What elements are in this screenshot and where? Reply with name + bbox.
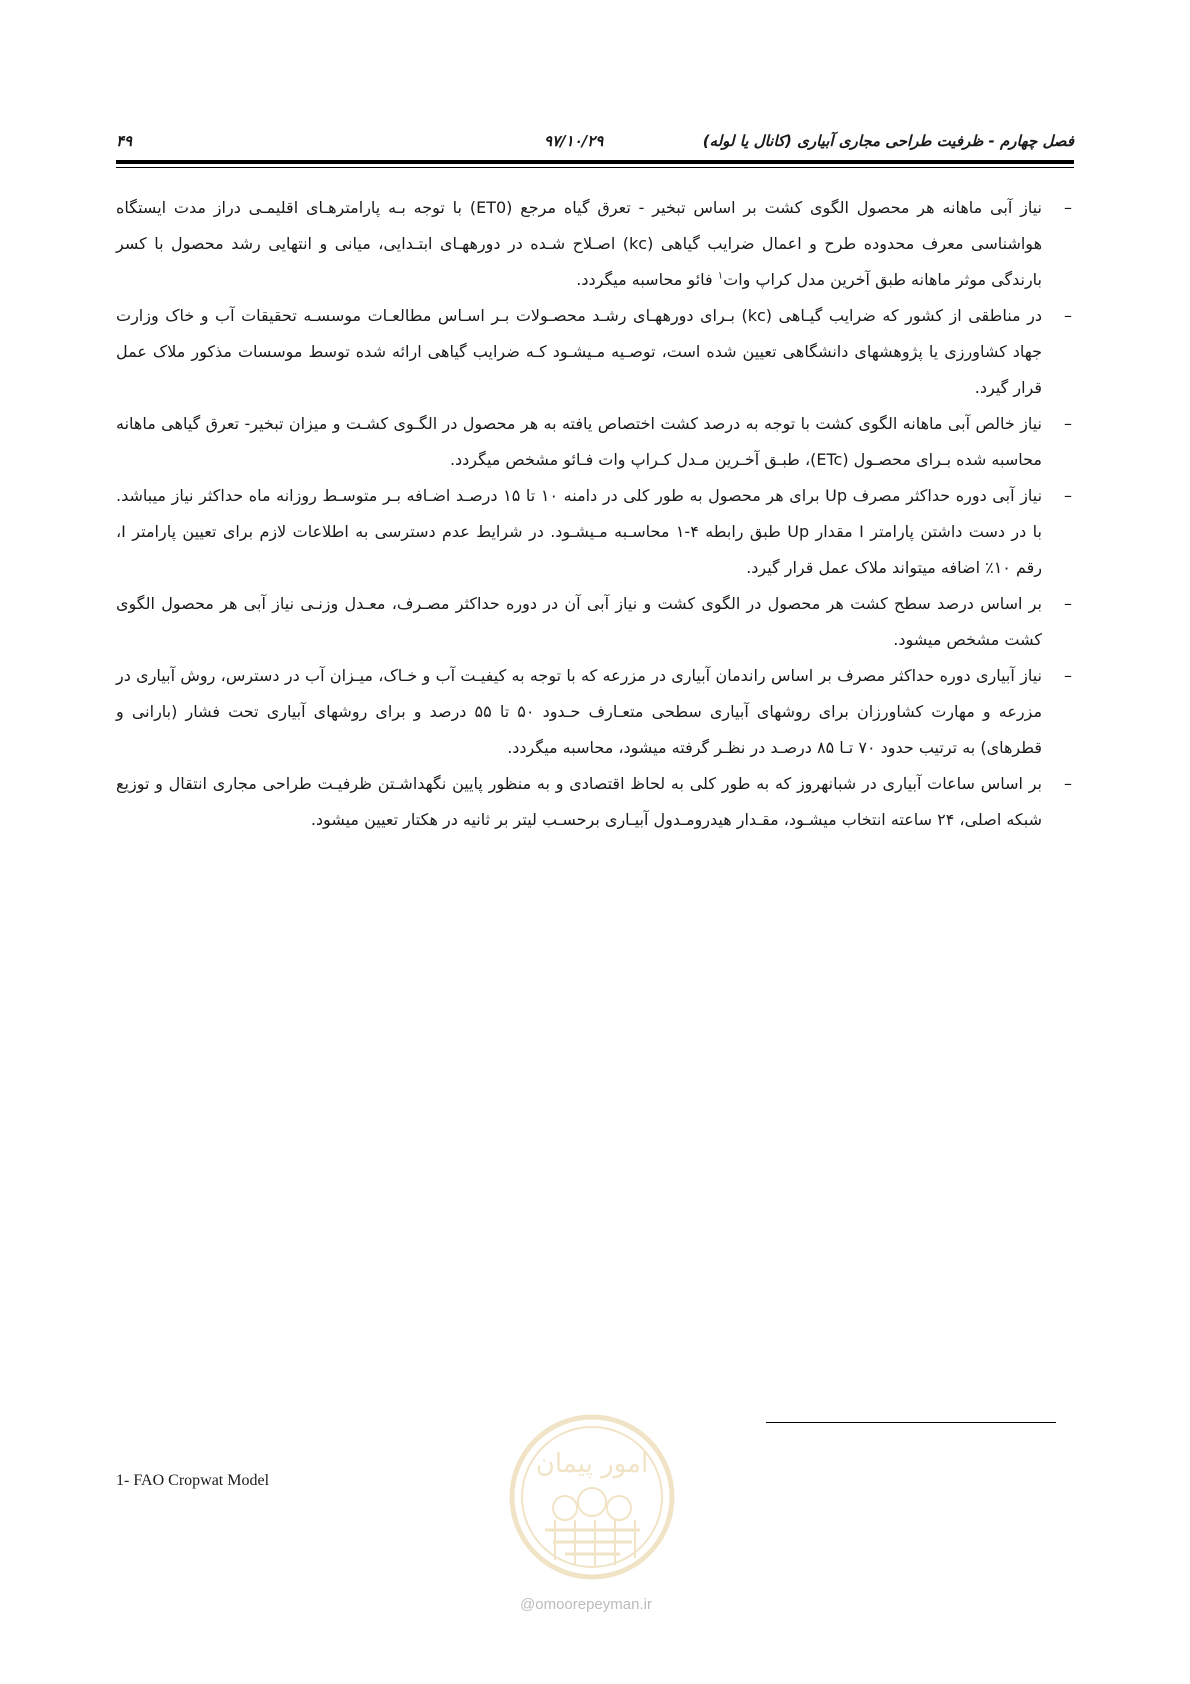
item-text: نیاز آبی ماهانه هر محصول الگوی کشت بر اساس تبخیر - تعرق گیاه مرجع (ET0) با توجه بـه پارامترهـای اقلیمـی دراز مدت ایستگاه هواشناسی معرف محدوده طرح و اعمال ضرایب گیاهی (kc) اصـلاح شـده در دورههـای ابتـدایی، میانی و انتهایی رشد محصول با کسر بارندگی موثر ماهانه طبق آخرین مدل کراپ وات: [116, 198, 1043, 289]
list-item: [116, 478, 1074, 586]
list-item: [116, 190, 1074, 298]
header-rule-thin: [116, 167, 1074, 168]
item-text-tail: فائو محاسبه میگردد.: [576, 270, 718, 289]
bullet-dash: –: [1064, 486, 1072, 505]
list-item: [116, 766, 1074, 838]
item-text: نیاز آبی دوره حداکثر مصرف Up برای هر محصول به طور کلی در دامنه ۱۰ تا ۱۵ درصـد اضـافه بـر متوسـط روزانه ماه حداکثر نیاز میباشد. با در دست داشتن پارامتر I مقدار Up طبق رابطه ۴-۱ محاسـبه مـیشـود. در شرایط عدم دسترسی به اطلاعات لازم برای تعیین پارامتر I، رقم ۱۰٪ اضافه میتواند ملاک عمل قرار گیرد.: [116, 486, 1043, 577]
chapter-title: فصل چهارم - ظرفیت طراحی مجاری آبیاری (کانال یا لوله): [702, 132, 1074, 150]
header-rule-thick: [116, 160, 1074, 164]
bullet-dash: –: [1064, 414, 1072, 433]
bullet-dash: –: [1064, 198, 1072, 217]
footnote-separator: [766, 1422, 1056, 1423]
item-text: نیاز خالص آبی ماهانه الگوی کشت با توجه به درصد کشت اختصاص یافته به هر محصول در الگـوی کشـت و میزان تبخیر- تعرق گیاهی ماهانه محاسبه شده بـرای محصـول (ETc)، طبـق آخـرین مـدل کـراپ وات فـائو مشخص میگردد.: [116, 414, 1042, 469]
item-text: نیاز آبیاری دوره حداکثر مصرف بر اساس راندمان آبیاری در مزرعه که با توجه به کیفیـت آب و خـاک، میـزان آب در دسترس، روش آبیاری در مزرعه و مهارت کشاورزان برای روشهای آبیاری سطحی متعـارف حـدود ۵۰ تا ۵۵ درصد و برای روشهای آبیاری تحت فشار (بارانی و قطرهای) به ترتیب حدود ۷۰ تـا ۸۵ درصـد در نظـر گرفته میشود، محاسبه میگردد.: [116, 666, 1043, 757]
bullet-dash: –: [1064, 306, 1072, 325]
item-text: بر اساس ساعات آبیاری در شبانهروز که به طور کلی به لحاظ اقتصادی و به منظور پایین نگهداشـتن ظرفیـت طراحی مجاری انتقال و توزیع شبکه اصلی، ۲۴ ساعته انتخاب میشـود، مقـدار هیدرومـدول آبیـاری برحسـب لیتر بر ثانیه در هکتار تعیین میشود.: [116, 774, 1042, 829]
page-number: ۴۹: [116, 132, 133, 150]
revision-date: ۹۷/۱۰/۲۹: [544, 132, 604, 150]
list-item: [116, 406, 1074, 478]
bullet-dash: –: [1064, 666, 1072, 685]
bullet-dash: –: [1064, 594, 1072, 613]
running-header: [116, 126, 1074, 154]
list-item: [116, 298, 1074, 406]
footnote-marker: ۱: [717, 270, 724, 282]
watermark-logo-icon: [505, 1410, 680, 1585]
bullet-dash: –: [1064, 774, 1072, 793]
list-item: [116, 658, 1074, 766]
item-text: در مناطقی از کشور که ضرایب گیـاهی (kc) بـرای دورههـای رشـد محصـولات بـر اسـاس مطالعـات موسسـه تحقیقات آب و خاک وزارت جهاد کشاورزی یا پژوهشهای دانشگاهی تعیین شده است، توصـیه مـیشـود کـه ضرایب گیاهی ارائه شده توسط موسسات مذکور ملاک عمل قرار گیرد.: [116, 306, 1042, 397]
item-text: بر اساس درصد سطح کشت هر محصول در الگوی کشت و نیاز آبی آن در دوره حداکثر مصـرف، معـدل وزنـی نیاز آبی هر محصول الگوی کشت مشخص میشود.: [116, 594, 1042, 649]
body-text: [116, 190, 1074, 838]
list-item: [116, 586, 1074, 658]
watermark-logo-text: امور پیمان: [535, 1449, 649, 1479]
watermark-site: @omoorepeyman.ir: [520, 1596, 652, 1613]
footnote: 1- FAO Cropwat Model: [116, 1472, 270, 1489]
